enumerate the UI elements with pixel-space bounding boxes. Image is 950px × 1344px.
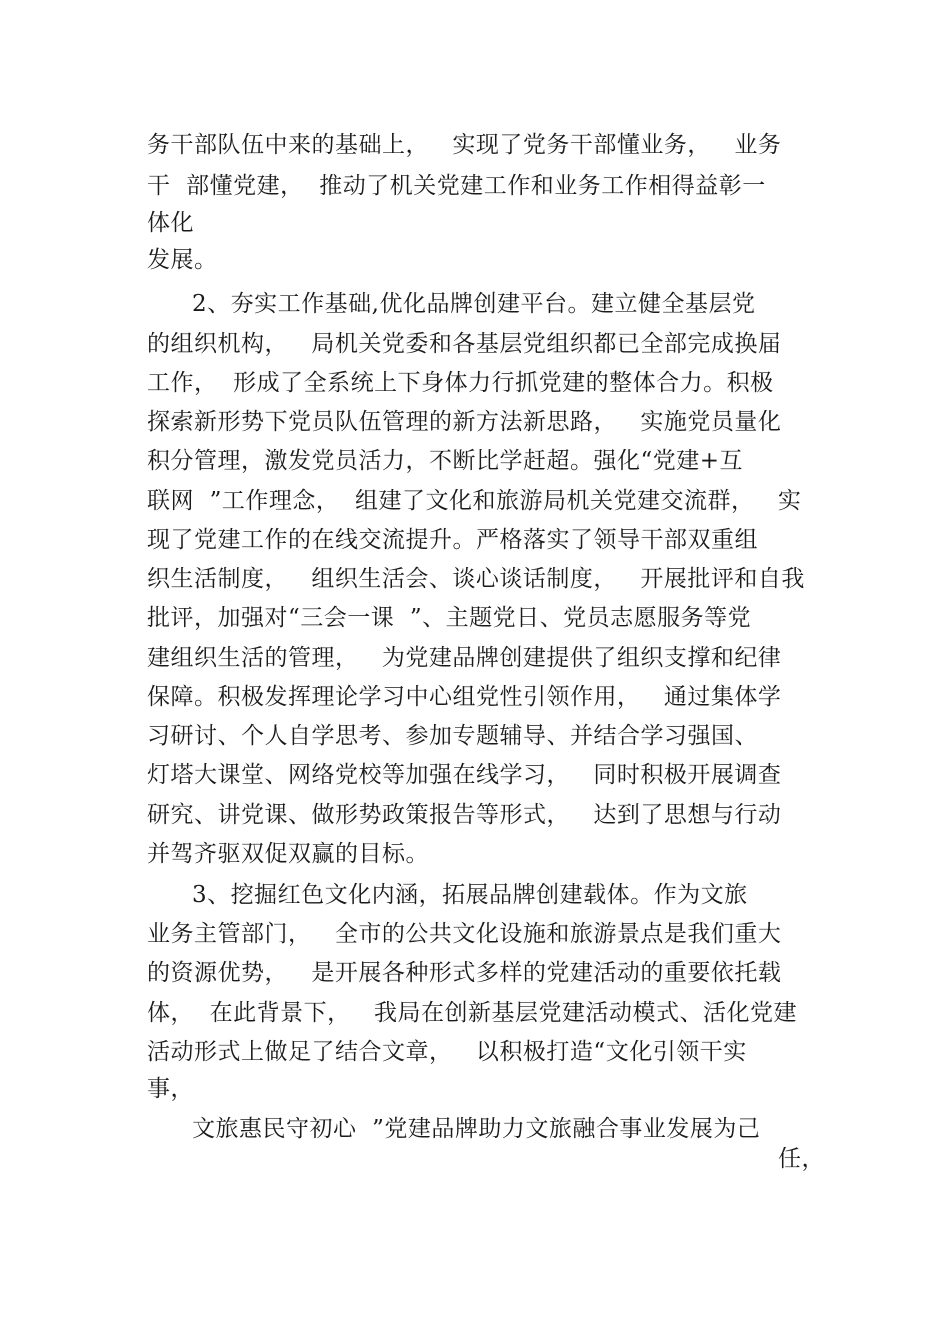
text-line: 活动形式上做足了结合文章， 以积极打造“文化引领干实 (147, 1039, 747, 1065)
text-line: 积分管理，激发党员活力，不断比学赶超。强化“党建+互 (147, 448, 744, 474)
text-line: 工作， 形成了全系统上下身体力行抓党建的整体合力。积极 (147, 370, 774, 396)
text-line: 业务主管部门， 全市的公共文化设施和旅游景点是我们重大 (147, 921, 782, 947)
text-line: 灯塔大课堂、网络党校等加强在线学习， 同时积极开展调查 (147, 762, 782, 788)
text-line: 并驾齐驱双促双赢的目标。 (147, 841, 429, 867)
text-line: 2、夯实工作基础,优化品牌创建平台。建立健全基层党 (192, 291, 756, 317)
text-line: 体， 在此背景下， 我局在创新基层党建活动模式、活化党建 (147, 1000, 798, 1026)
text-line: 建组织生活的管理， 为党建品牌创建提供了组织支撑和纪律 (147, 645, 782, 671)
text-line: 研究、讲党课、做形势政策报告等形式， 达到了思想与行动 (147, 802, 782, 828)
text-line: 现了党建工作的在线交流提升。严格落实了领导干部双重组 (147, 527, 758, 553)
text-line: 探索新形势下党员队伍管理的新方法新思路， 实施党员量化 (147, 409, 782, 435)
text-line: 文旅惠民守初心 ”党建品牌助力文旅融合事业发展为己 (192, 1116, 761, 1142)
text-line: 务干部队伍中来的基础上， 实现了党务干部懂业务， 业务 (147, 132, 782, 158)
text-line: 发展。 (147, 247, 218, 273)
text-line: 事， (147, 1076, 194, 1102)
text-line: 3、挖掘红色文化内涵，拓展品牌创建载体。作为文旅 (192, 882, 748, 908)
text-line: 任， (778, 1146, 825, 1172)
text-line: 习研讨、个人自学思考、参加专题辅导、并结合学习强国、 (147, 723, 758, 749)
text-line: 联网 ”工作理念， 组建了文化和旅游局机关党建交流群， 实 (147, 488, 802, 514)
text-line: 的资源优势， 是开展各种形式多样的党建活动的重要依托载 (147, 960, 782, 986)
text-line: 保障。积极发挥理论学习中心组党性引领作用， 通过集体学 (147, 684, 782, 710)
text-line: 织生活制度， 组织生活会、谈心谈话制度， 开展批评和自我 (147, 566, 805, 592)
text-line: 体化 (147, 210, 194, 236)
text-line: 干 部懂党建， 推动了机关党建工作和业务工作相得益彰一 (147, 173, 766, 199)
text-line: 批评，加强对“三会一课 ”、主题党日、党员志愿服务等党 (147, 605, 752, 631)
text-line: 的组织机构， 局机关党委和各基层党组织都已全部完成换届 (147, 331, 782, 357)
